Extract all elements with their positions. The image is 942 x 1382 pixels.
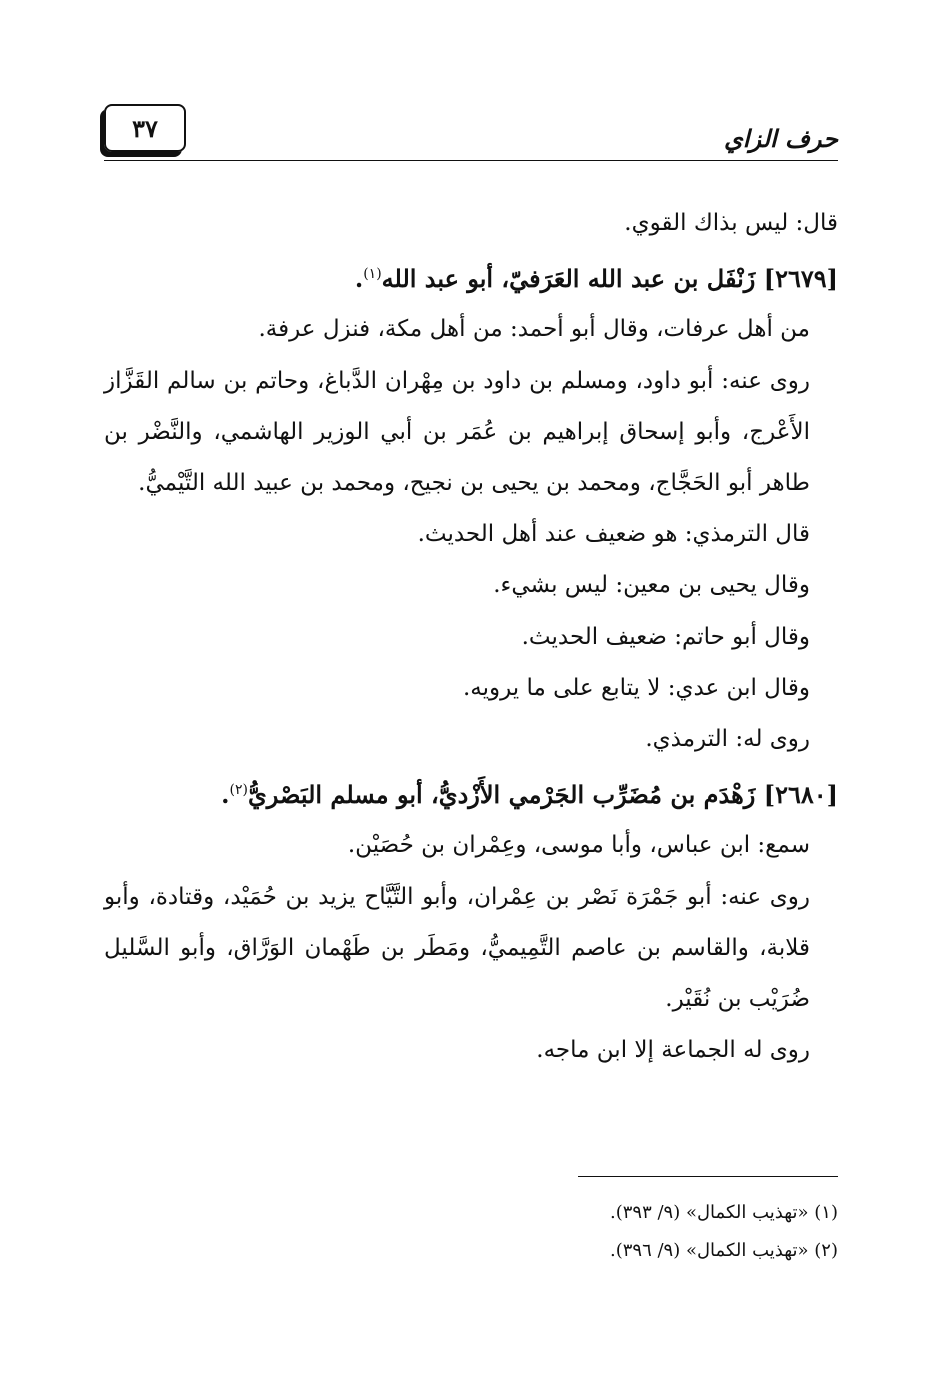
text-paragraph: روى عنه: أبو جَمْرَة نَصْر بن عِمْران، وأبو التَّيَّاح يزيد بن حُمَيْد، وقتادة، وأبو قلابة، والقاسم بن عاصم التَّمِيميُّ، ومَطَر بن طَهْمان الوَرَّاق، وأبو السَّليل ضُرَيْب بن نُقَيْر. (104, 883, 810, 1013)
entry-heading (104, 765, 838, 820)
text-paragraph: من أهل عرفات، وقال أبو أحمد: من أهل مكة، فنزل عرفة. (258, 316, 810, 343)
text-paragraph: روى له الجماعة إلا ابن ماجه. (536, 1037, 810, 1064)
header-rule (104, 160, 838, 161)
text-line: قال: ليس بذاك القوي. (624, 210, 838, 236)
text-paragraph: وقال ابن عدي: لا يتابع على ما يرويه. (462, 674, 810, 701)
footnote: (٢) «تهذيب الكمال» (٩/ ٣٩٦). (609, 1240, 838, 1261)
text-paragraph: وقال يحيى بن معين: ليس بشيء. (493, 572, 810, 599)
text-paragraph: وقال أبو حاتم: ضعيف الحديث. (521, 623, 810, 650)
text-paragraph: روى له: الترمذي. (645, 726, 810, 753)
entry-heading (104, 249, 838, 304)
footnote: (١) «تهذيب الكمال» (٩/ ٣٩٣). (609, 1202, 838, 1223)
text-paragraph: روى عنه: أبو داود، ومسلم بن داود بن مِهْران الدَّباغ، وحاتم بن سالم القَزَّاز الأَعْرج، وأبو إسحاق إبراهيم بن عُمَر بن أبي الوزير الهاشمي، والنَّضْر بن طاهر أبو الحَجَّاج، ومحمد بن يحيى بن نجيح، ومحمد بن عبيد الله التَّيْميُّ. (104, 367, 810, 497)
entry-end: . (354, 264, 364, 294)
entry-end: . (221, 780, 230, 810)
entry-title: [٢٦٨٠] زَهْدَم بن مُضَرِّب الجَرْمي الأَزْديُّ، أبو مسلم البَصْريُّ (247, 780, 838, 810)
footnotes (610, 1194, 838, 1270)
text-paragraph: سمع: ابن عباس، وأبا موسى، وعِمْران بن حُصَيْن. (347, 832, 810, 859)
page-number: ٣٧ (132, 113, 158, 143)
text-paragraph: قال الترمذي: هو ضعيف عند أهل الحديث. (417, 521, 810, 548)
footnote-rule (578, 1176, 838, 1177)
footnote-ref: (٢) (229, 782, 248, 799)
body-text (104, 198, 838, 1076)
running-head: حرف الزاي (724, 124, 838, 153)
entry-title: [٢٦٧٩] زَنْفَل بن عبد الله العَرَفيّ، أبو عبد الله (381, 264, 838, 294)
footnote-ref: (١) (363, 266, 382, 283)
page-number-box (104, 104, 186, 152)
